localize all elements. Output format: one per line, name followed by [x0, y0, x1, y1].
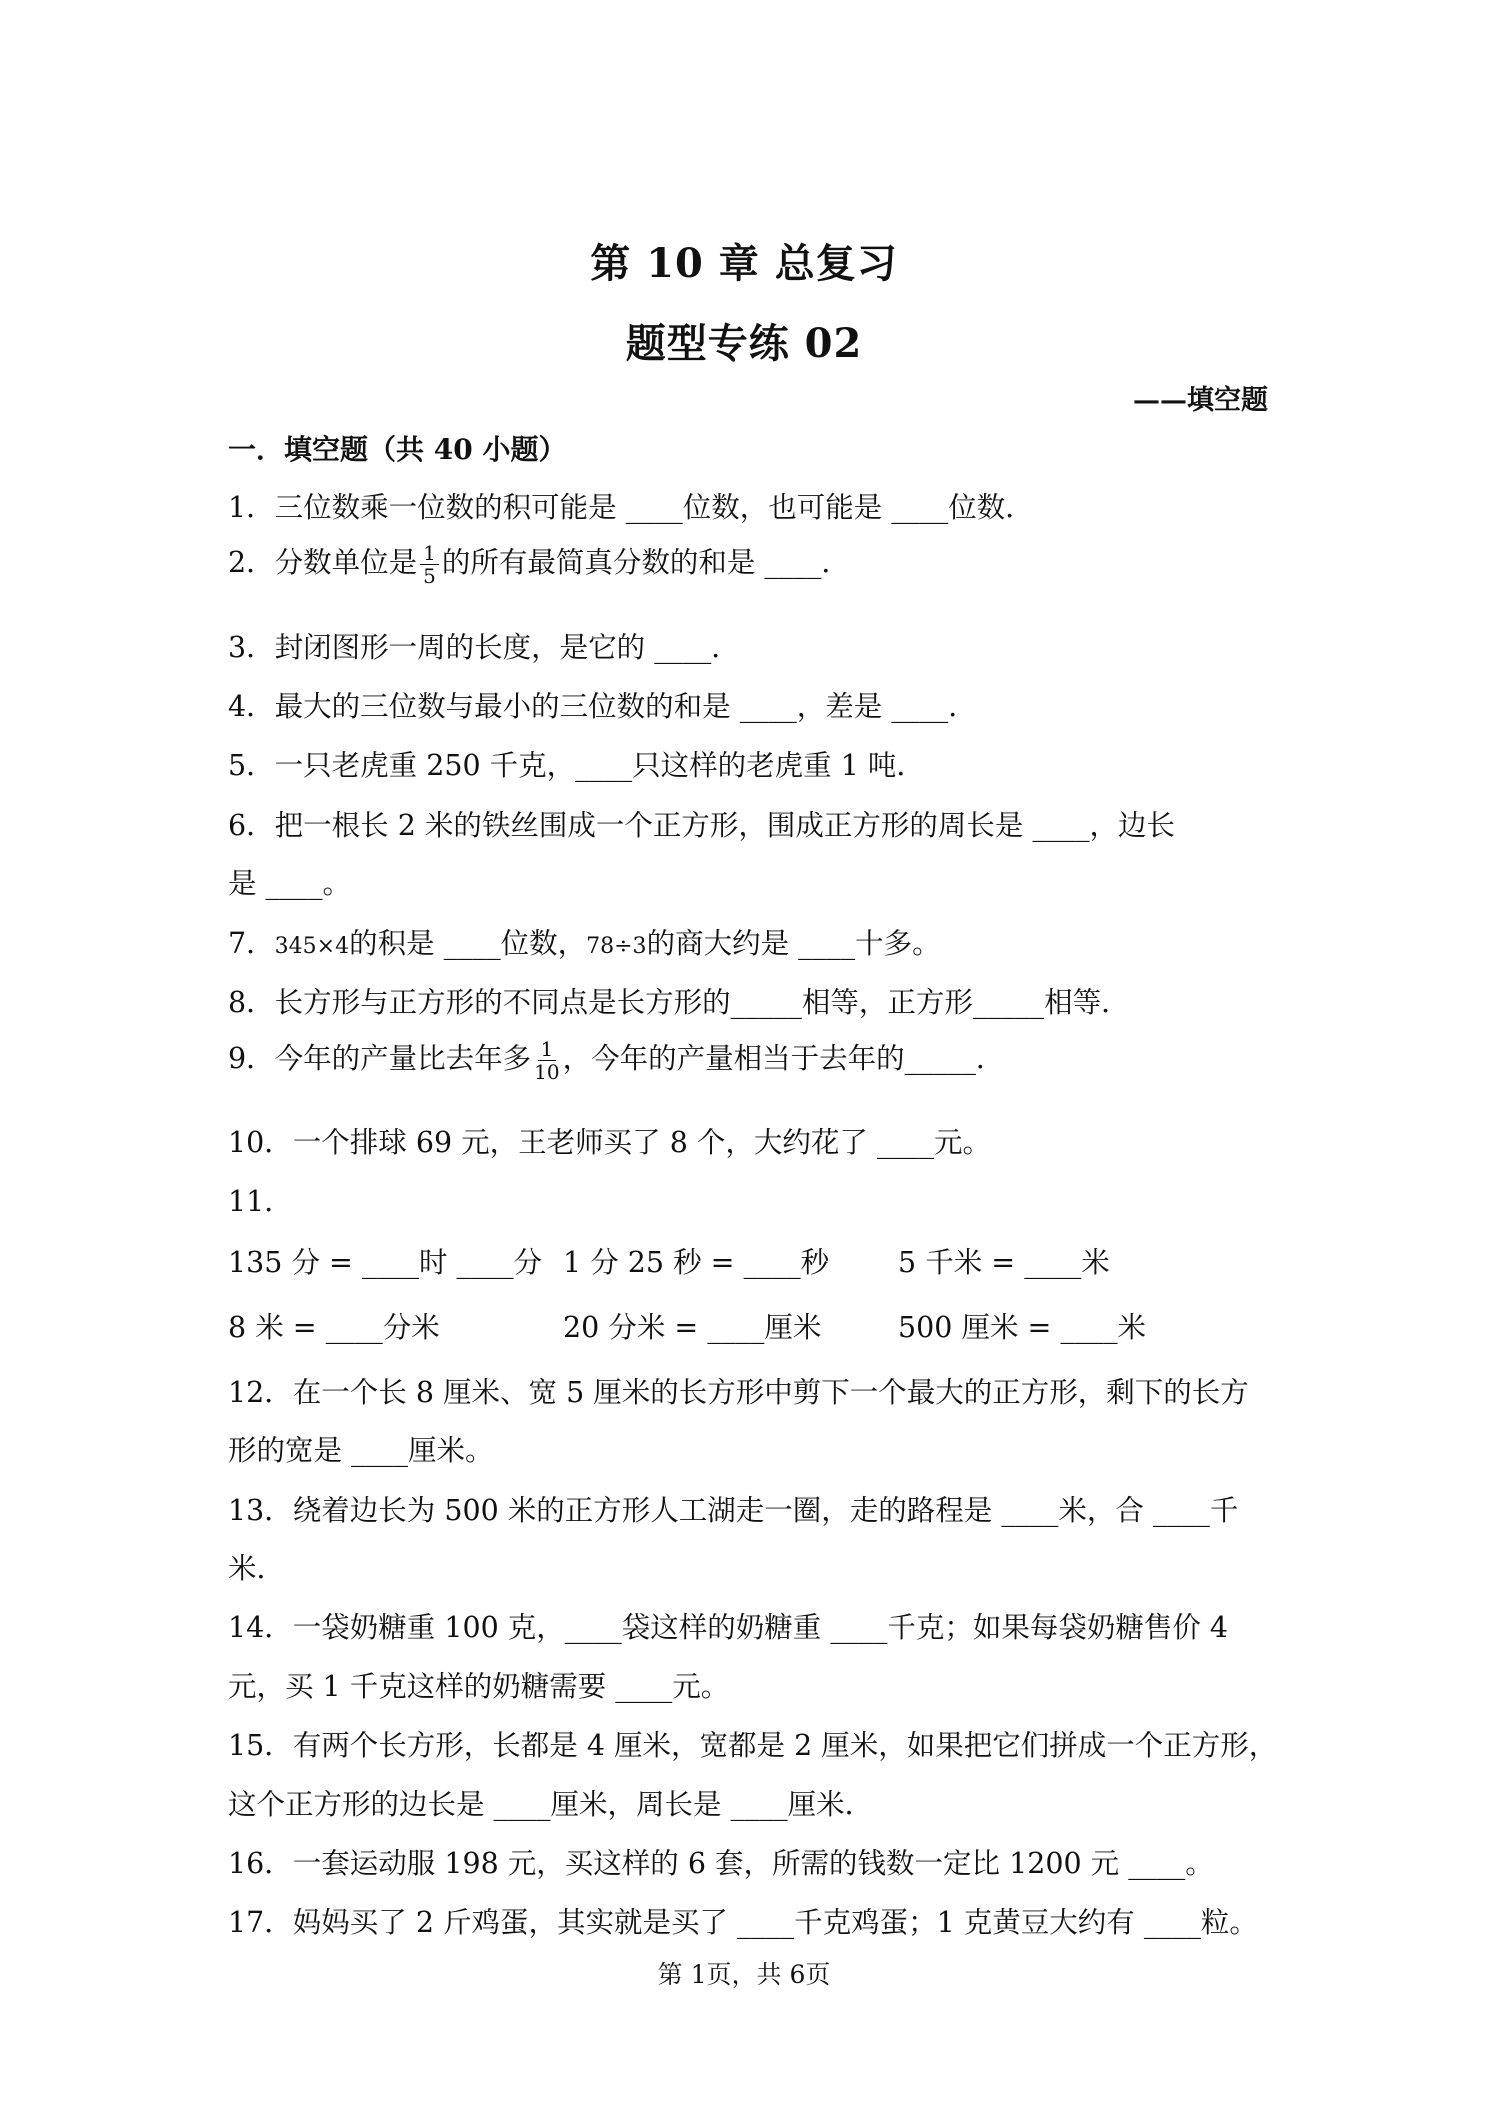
question-2: [228, 540, 850, 587]
fraction-one-tenth: [534, 1038, 559, 1083]
question-16: 16．一套运动服 198 元，买这样的 6 套，所需的钱数一定比 1200 元 ____。: [228, 1847, 1214, 1880]
question-9-text-b: ，今年的产量相当于去年的_____．: [562, 1042, 1005, 1075]
fraction-denominator: 10: [534, 1060, 560, 1084]
expression-78div3: 78÷3: [586, 934, 647, 959]
conversion-cell: 135 分 = ____时 ____分: [228, 1246, 543, 1279]
question-8: 8．长方形与正方形的不同点是长方形的_____相等，正方形_____相等．: [228, 986, 1130, 1019]
question-10: 10．一个排球 69 元，王老师买了 8 个，大约花了 ____元。: [228, 1126, 991, 1159]
fraction-denominator: 5: [423, 564, 436, 588]
question-7: [228, 921, 941, 962]
expression-345x4: 345×4: [274, 934, 350, 959]
worksheet-subtitle: 题型专练 02: [625, 320, 863, 367]
question-3: 3．封闭图形一周的长度，是它的 ____．: [228, 631, 740, 664]
fraction-numerator: 1: [538, 1038, 557, 1061]
question-12-line-1: 12．在一个长 8 厘米、宽 5 厘米的长方形中剪下一个最大的正方形，剩下的长方: [228, 1376, 1249, 1409]
question-13-line-1: 13．绕着边长为 500 米的正方形人工湖走一圈，走的路程是 ____米，合 ____千: [228, 1494, 1239, 1527]
conversion-cell: 5 千米 = ____米: [898, 1246, 1110, 1279]
question-6-line-1: 6．把一根长 2 米的铁丝围成一个正方形，围成正方形的周长是 ____，边长: [228, 809, 1175, 842]
question-7-text-c: 的商大约是 ____十多。: [646, 927, 941, 960]
question-12-line-2: 形的宽是 ____厘米。: [228, 1434, 494, 1467]
question-type-tag: ——填空题: [1133, 385, 1268, 416]
question-15-line-1: 15．有两个长方形，长都是 4 厘米，宽都是 2 厘米，如果把它们拼成一个正方形，: [228, 1729, 1278, 1762]
question-17: 17．妈妈买了 2 斤鸡蛋，其实就是买了 ____千克鸡蛋；1 克黄豆大约有 ____粒。: [228, 1906, 1258, 1939]
question-4: 4．最大的三位数与最小的三位数的和是 ____，差是 ____．: [228, 690, 977, 723]
question-9: [228, 1036, 1004, 1083]
question-7-text-b: 的积是 ____位数，: [349, 927, 587, 960]
question-5: 5．一只老虎重 250 千克，____只这样的老虎重 1 吨．: [228, 749, 925, 782]
question-1: 1．三位数乘一位数的积可能是 ____位数，也可能是 ____位数．: [228, 491, 1034, 524]
fraction-numerator: 1: [420, 542, 439, 565]
question-2-text-b: 的所有最简真分数的和是 ____．: [441, 546, 850, 579]
question-6-line-2: 是 ____。: [228, 867, 352, 900]
question-9-text-a: 9．今年的产量比去年多: [228, 1042, 532, 1075]
question-13-line-2: 米．: [228, 1552, 286, 1585]
conversion-cell: 1 分 25 秒 = ____秒: [563, 1246, 830, 1279]
conversion-cell: 20 分米 = ____厘米: [563, 1311, 822, 1344]
question-2-text-a: 2．分数单位是: [228, 546, 418, 579]
question-11: 11．: [228, 1185, 293, 1218]
question-15-line-2: 这个正方形的边长是 ____厘米，周长是 ____厘米．: [228, 1788, 874, 1821]
conversion-cell: 8 米 = ____分米: [228, 1311, 440, 1344]
chapter-title: 第 10 章 总复习: [590, 240, 898, 287]
question-7-text-a: 7．: [228, 927, 275, 960]
section-heading: 一．填空题（共 40 小题）: [228, 433, 567, 466]
fraction-one-fifth: [420, 542, 439, 587]
question-14-line-2: 元，买 1 千克这样的奶糖需要 ____元。: [228, 1670, 730, 1703]
conversion-cell: 500 厘米 = ____米: [898, 1311, 1146, 1344]
question-14-line-1: 14．一袋奶糖重 100 克，____袋这样的奶糖重 ____千克；如果每袋奶糖售价 4: [228, 1611, 1229, 1644]
page-footer: 第 1页，共 6页: [657, 1960, 831, 1989]
